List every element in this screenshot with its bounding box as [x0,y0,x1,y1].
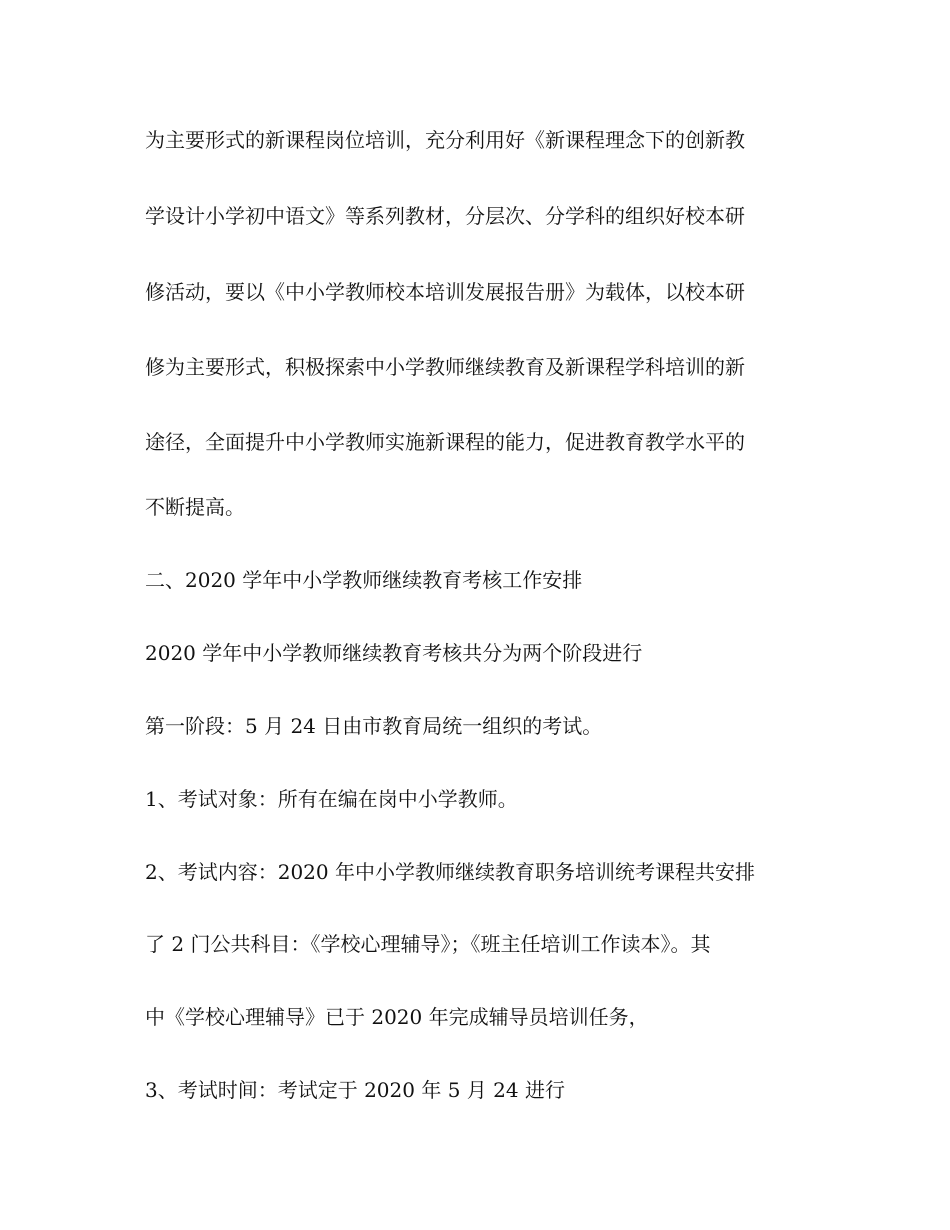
text-line: 为主要形式的新课程岗位培训，充分利用好《新课程理念下的创新教 [145,128,745,152]
text-line: 学设计小学初中语文》等系列教材，分层次、分学科的组织好校本研 [145,204,745,228]
list-item: 3、考试时间：考试定于 2020 年 5 月 24 进行 [145,1078,565,1102]
text-line: 修活动，要以《中小学教师校本培训发展报告册》为载体，以校本研 [145,280,745,304]
text-line: 修为主要形式，积极探索中小学教师继续教育及新课程学科培训的新 [145,355,745,379]
list-item: 2、考试内容：2020 年中小学教师继续教育职务培训统考课程共安排 [145,860,755,884]
text-line: 途径，全面提升中小学教师实施新课程的能力，促进教育教学水平的 [145,430,745,454]
text-line: 2020 学年中小学教师继续教育考核共分为两个阶段进行 [145,641,643,665]
text-line: 中《学校心理辅导》已于 2020 年完成辅导员培训任务， [145,1005,649,1029]
list-item: 1、考试对象：所有在编在岗中小学教师。 [145,787,518,811]
text-line: 不断提高。 [145,495,245,519]
section-heading: 二、2020 学年中小学教师继续教育考核工作安排 [145,568,583,592]
text-line: 了 2 门公共科目：《学校心理辅导》；《班主任培训工作读本》。其 [145,932,711,956]
text-line: 第一阶段：5 月 24 日由市教育局统一组织的考试。 [145,714,603,738]
